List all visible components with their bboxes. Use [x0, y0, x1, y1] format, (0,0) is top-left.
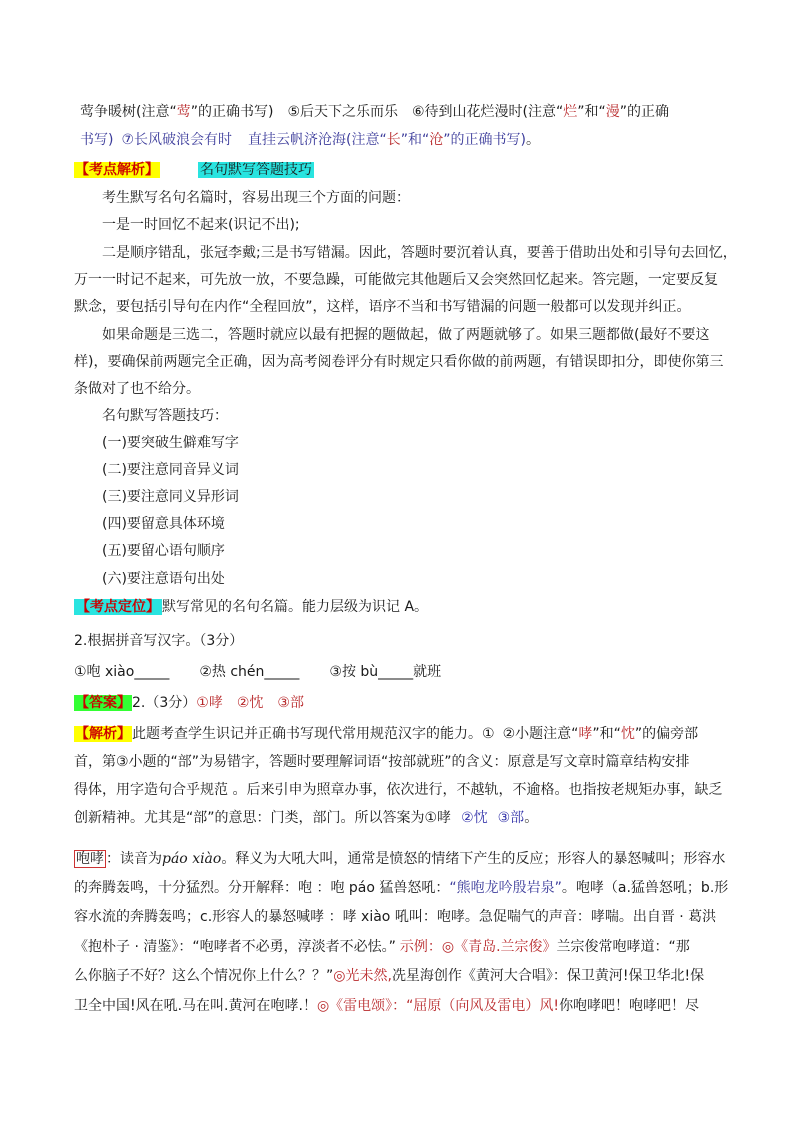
- dingwei-line: 【考点定位】 默写常见的名句名篇。能力层级为识记 A。: [76, 599, 429, 615]
- dingwei-tag: 【考点定位】: [76, 599, 160, 615]
- para-line: 样)，要确保前两题完全正确，因为高考阅卷评分有时规定只看你做的前两题，有错误即扣分，即使你第三: [74, 354, 724, 370]
- para-line: 如果命题是三选二，答题时就应以最有把握的题做起，做了两题就够了。如果三题都做(最好不要这: [102, 327, 710, 343]
- tip-item: (三)要注意同义异形词: [102, 489, 239, 505]
- tip-item: (四)要留意具体环境: [102, 516, 225, 532]
- paoxiao-line-3: 容水流的奔腾轰鸣；c.形容人的暴怒喊哮 ：哮 xiào 吼叫：咆哮。急促喘气的声音：哮喘。出自晋 · 葛洪: [74, 909, 717, 925]
- jiexi-line-4: 创新精神。尤其是“部”的意思：门类，部门。所以答案为①哮 ②忱 ③部。: [74, 810, 539, 826]
- question-2-items: ①咆 xiào_____ ②热 chén_____ ③按 bù_____就班: [74, 664, 442, 680]
- kaodian-tag: 【考点解析】: [75, 162, 159, 178]
- answer-line: 【答案】2.（3分）①哮 ②忱 ③部: [75, 695, 304, 711]
- tip-item: (六)要注意语句出处: [102, 571, 225, 587]
- paoxiao-line-6: 卫全中国!风在吼.马在叫.黄河在咆哮.！◎《雷电颂》：“屈原（向风及雷电）风!你咆哮吧！咆哮吧！尽: [74, 998, 700, 1014]
- paoxiao-line-1: 咆哮 ：读音为páo xiào。释义为大吼大叫，通常是愤怒的情绪下产生的反应；形容人的暴怒喊叫；形容水: [76, 851, 726, 867]
- para-line: 二是顺序错乱，张冠李戴;三是书写错漏。因此，答题时要沉着认真，要善于借助出处和引导句去回忆，: [102, 245, 737, 261]
- answer-line-1: 莺争暖树(注意“莺”的正确书写) ⑤后天下之乐而乐 ⑥待到山花烂漫时(注意“烂”和“漫”的正确: [80, 104, 670, 120]
- para-line: 一是一时回忆不起来(识记不出);: [102, 217, 300, 233]
- answer-tag: 【答案】: [75, 695, 131, 711]
- para-line: 条做对了也不给分。: [74, 381, 200, 397]
- question-2-title: 2.根据拼音写汉字。（3分）: [74, 633, 244, 649]
- para-line: 默念，要包括引导句在内作“全程回放”，这样，语序不当和书写错漏的问题一般都可以发现并纠正。: [74, 299, 691, 315]
- paoxiao-line-5: 么你脑子不好？这么个情况你上什么？？”◎光未然,冼星海创作《黄河大合唱》：保卫黄河!保卫华北!保: [74, 968, 705, 984]
- tip-item: (五)要留心语句顺序: [102, 543, 225, 559]
- jiexi-line-2: 首，第③小题的“部”为易错字，答题时要理解词语“按部就班”的含义：原意是写文章时篇章结构安排: [74, 754, 690, 770]
- kaodian-highlight: 名句默写答题技巧: [200, 162, 312, 178]
- kaodian-heading: [74, 160, 314, 180]
- answer-line-2: 书写) ⑦长风破浪会有时 直挂云帆济沧海(注意“长”和“沧”的正确书写)。: [80, 132, 540, 148]
- para-line: 名句默写答题技巧：: [102, 408, 228, 424]
- jiexi-tag: 【解析】: [75, 726, 131, 742]
- paoxiao-word: 咆哮: [76, 851, 104, 867]
- para-line: 考生默写名句名篇时，容易出现三个方面的问题：: [102, 190, 410, 206]
- para-line: 万一一时记不起来，可先放一放，不要急躁，可能做完其他题后又会突然回忆起来。答完题，一定要反复: [74, 272, 718, 288]
- paoxiao-line-4: 《抱朴子 · 清鉴》：“咆哮者不必勇，淳淡者不必怯。” 示例：◎《青岛.兰宗俊》兰宗俊常咆哮道：“那: [74, 939, 690, 955]
- tip-item: (二)要注意同音异义词: [102, 462, 239, 478]
- jiexi-line-3: 得体，用字造句合乎规范 。后来引申为照章办事，依次进行，不越轨，不逾格。也指按老规矩办事，缺乏: [74, 782, 723, 798]
- jiexi-line-1: 【解析】此题考查学生识记并正确书写现代常用规范汉字的能力。① ②小题注意“哮”和“忱”的偏旁部: [75, 726, 699, 742]
- paoxiao-line-2: 的奔腾轰鸣，十分猛烈。分开解释：咆 ：咆 páo 猛兽怒吼：“熊咆龙吟殷岩泉”。咆哮（a.猛兽怒吼；b.形: [74, 880, 729, 896]
- tip-item: (一)要突破生僻难写字: [102, 435, 239, 451]
